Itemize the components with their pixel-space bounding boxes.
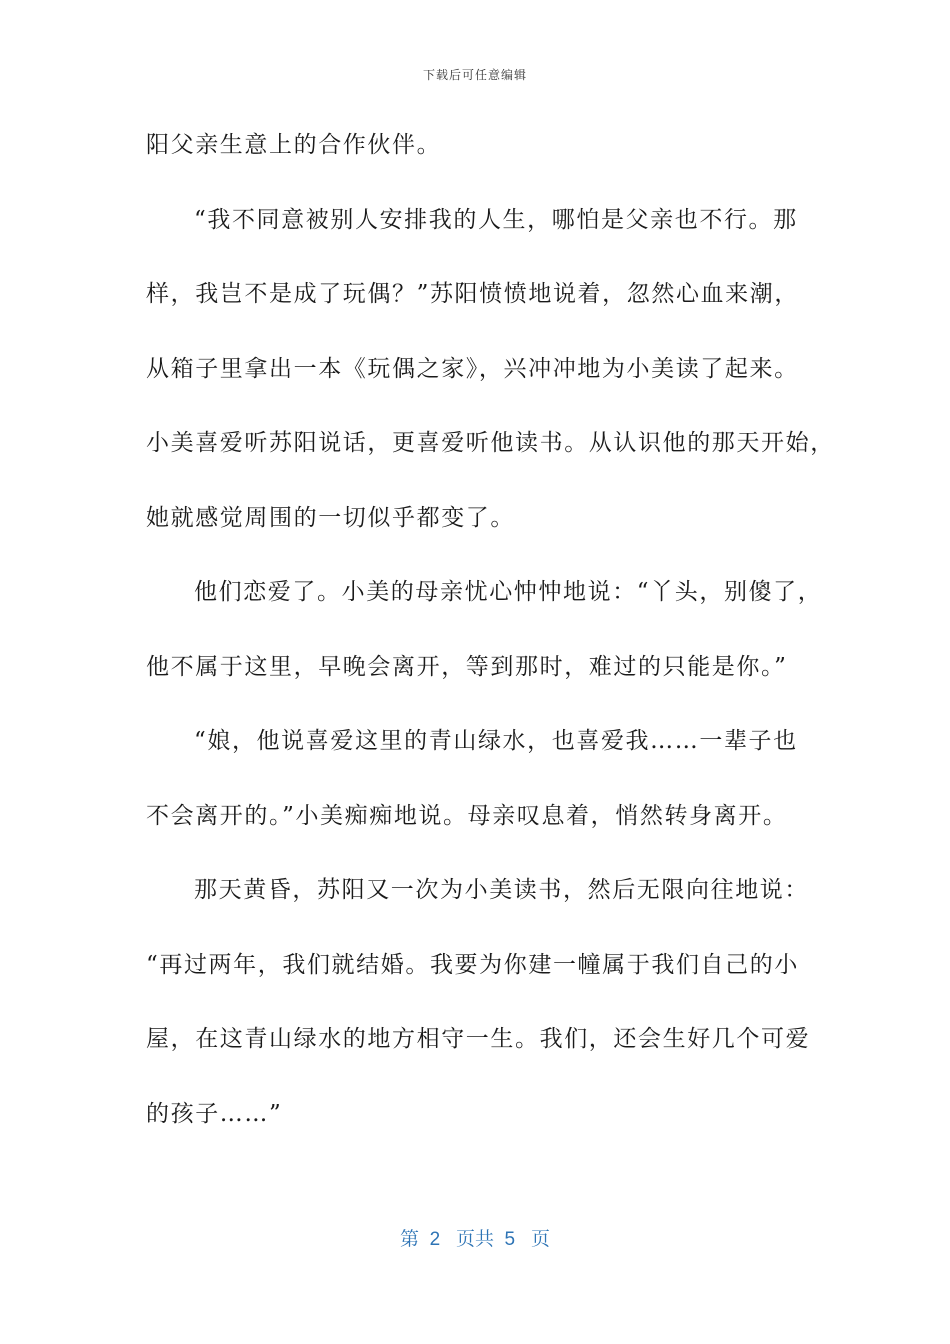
page-header: 下载后可任意编辑 [422, 68, 527, 82]
paragraph-line: 她就感觉周围的一切似乎都变了。 [146, 504, 515, 531]
paragraph-line: “我不同意被别人安排我的人生，哪怕是父亲也不行。那 [194, 206, 798, 233]
document-body [146, 118, 835, 1161]
paragraph-line: 样，我岂不是成了玩偶？”苏阳愤愤地说着，忽然心血来潮， [146, 281, 799, 307]
paragraph-line: 他们恋爱了。小美的母亲忧心忡忡地说：“丫头，别傻了， [194, 579, 823, 605]
paragraph-line: 不会离开的。”小美痴痴地说。母亲叹息着，悄然转身离开。 [146, 802, 788, 829]
paragraph-line: 那天黄昏，苏阳又一次为小美读书，然后无限向往地说： [194, 877, 809, 903]
paragraph-line: 从箱子里拿出一本《玩偶之家》，兴冲冲地为小美读了起来。 [146, 355, 799, 382]
paragraph-line: 屋，在这青山绿水的地方相守一生。我们，还会生好几个可爱 [146, 1026, 811, 1052]
paragraph-line: 的孩子……” [146, 1100, 283, 1127]
page-number-footer: 第 2 页共 5 页 [400, 1229, 550, 1250]
paragraph-line: 阳父亲生意上的合作伙伴。 [146, 132, 442, 158]
paragraph-line: “娘，他说喜爱这里的青山绿水，也喜爱我……一辈子也 [194, 728, 798, 754]
paragraph-line: 小美喜爱听苏阳说话，更喜爱听他读书。从认识他的那天开始， [146, 430, 835, 456]
paragraph-line: 他不属于这里，早晚会离开，等到那时，难过的只能是你。” [146, 653, 788, 680]
paragraph-line: “再过两年，我们就结婚。我要为你建一幢属于我们自己的小 [146, 951, 799, 978]
